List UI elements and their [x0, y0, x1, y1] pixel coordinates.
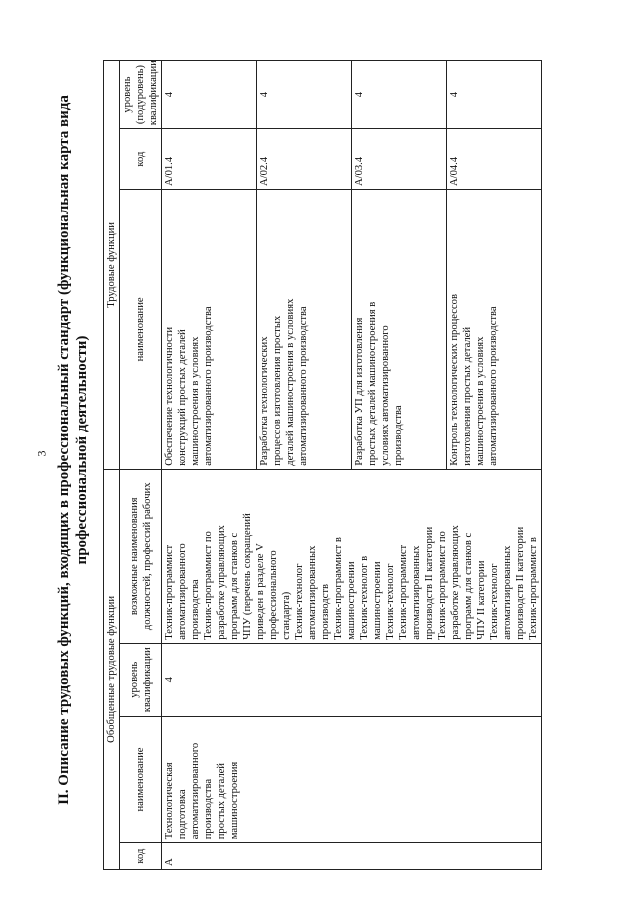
functional-map-table	[103, 60, 542, 870]
function-code-2: А/02.4	[257, 129, 352, 190]
function-name-3: Разработка УП для изготовления простых деталей машиностроения в условиях автоматизированного производства	[352, 190, 447, 470]
header-generalized: Обобщенные трудовые функции	[104, 469, 120, 869]
header-function-level: уровень (подуровень) квалификации	[120, 61, 162, 129]
function-name-2: Разработка технологических процессов изготовления простых деталей машиностроения в условиях автоматизированного производства	[257, 190, 352, 470]
header-name: наименование	[120, 716, 162, 843]
function-code-3: А/03.4	[352, 129, 447, 190]
title-line-2: профессиональной деятельности)	[74, 335, 90, 565]
gf-level: 4	[162, 643, 542, 716]
section-title	[55, 20, 95, 880]
gf-code: А	[162, 843, 542, 870]
function-name-4: Контроль технологических процессов изготовления простых деталей машиностроения в условиях автоматизированного производства	[447, 190, 542, 470]
header-function-name: наименование	[120, 190, 162, 470]
function-code-1: А/01.4	[162, 129, 257, 190]
function-name-1: Обеспечение технологичности конструкций простых деталей машиностроения в условиях автоматизированного производства	[162, 190, 257, 470]
function-level-4: 4	[447, 61, 542, 129]
rotated-page-content	[55, 20, 595, 880]
header-level: уровень квалификации	[120, 643, 162, 716]
function-level-3: 4	[352, 61, 447, 129]
function-level-2: 4	[257, 61, 352, 129]
gf-positions: Техник-программист автоматизированного производства Техник-программист по разработке управляющих программ для станков с ЧПУ (перечень сокращений приведен в разделе V профессионального стандарта) Техник-технолог автоматизированных производств Техник-программист в машиностроении Техник-технолог в машиностроении Техник-технолог Техник-программист автоматизированных производств II категории Техник-программист по разработке управляющих программ для станков с ЧПУ II категории Техник-технолог автоматизированных производств II категории Техник-программист в	[162, 469, 542, 643]
header-positions: возможные наименования должностей, профессий рабочих	[120, 469, 162, 643]
header-code: код	[120, 843, 162, 870]
header-functions: Трудовые функции	[104, 61, 120, 470]
header-function-code: код	[120, 129, 162, 190]
title-line-1: II. Описание трудовых функций, входящих в профессиональный стандарт (функциональная карта вида	[56, 95, 72, 805]
page-number: 3	[34, 450, 49, 457]
gf-name: Технологическая подготовка автоматизированного производства простых деталей машиностроения	[162, 716, 542, 843]
table-row	[162, 61, 257, 870]
function-code-4: А/04.4	[447, 129, 542, 190]
function-level-1: 4	[162, 61, 257, 129]
